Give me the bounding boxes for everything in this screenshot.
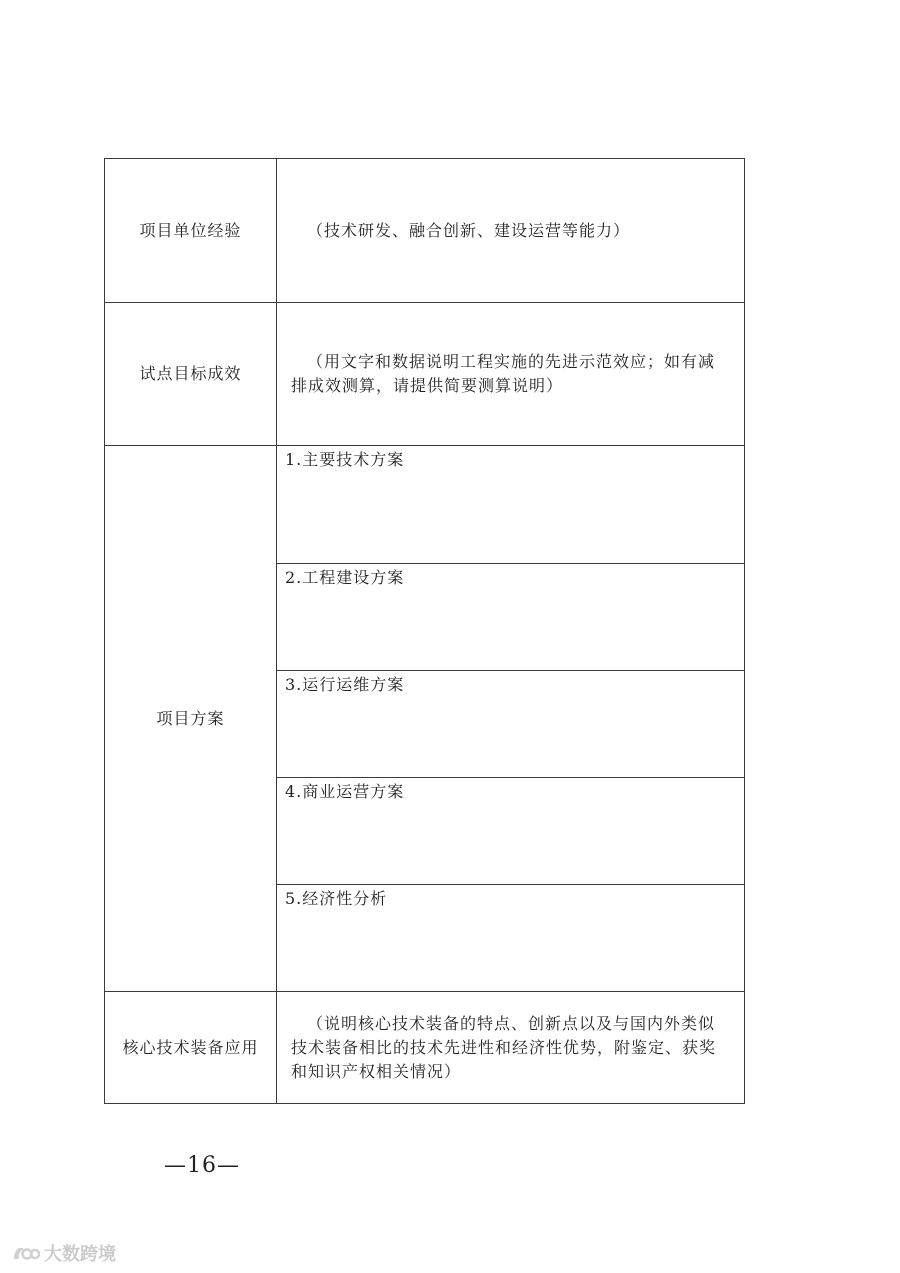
hint-text: （说明核心技术装备的特点、创新点以及与国内外类似技术装备相比的技术先进性和经济性优势，附鉴定、获奖和知识产权相关情况） — [291, 1013, 717, 1081]
application-form-table — [104, 158, 745, 1104]
row-label-unit-experience: 项目单位经验 — [105, 159, 277, 303]
row-content-pilot-goals — [277, 303, 745, 446]
plan-section-operation: 3.运行运维方案 — [277, 671, 745, 778]
plan-section-economic: 5.经济性分析 — [277, 885, 745, 992]
row-label-project-plan: 项目方案 — [105, 446, 277, 992]
row-label-pilot-goals: 试点目标成效 — [105, 303, 277, 446]
row-label-core-equipment: 核心技术装备应用 — [105, 992, 277, 1104]
plan-section-commercial: 4.商业运营方案 — [277, 778, 745, 885]
watermark-text: 大数跨境 — [44, 1244, 116, 1265]
hint-text: （用文字和数据说明工程实施的先进示范效应；如有减排成效测算，请提供简要测算说明） — [291, 352, 716, 395]
hint-text: （技术研发、融合创新、建设运营等能力） — [307, 220, 631, 240]
table-row — [105, 446, 745, 564]
row-content-core-equipment — [277, 992, 745, 1104]
table-row — [105, 159, 745, 303]
watermark-logo-icon — [10, 1243, 40, 1263]
page-number: —16— — [164, 1153, 240, 1178]
row-content-unit-experience — [277, 159, 745, 303]
plan-section-technical: 1.主要技术方案 — [277, 446, 745, 564]
watermark — [10, 1240, 116, 1266]
plan-section-construction: 2.工程建设方案 — [277, 564, 745, 671]
table-row — [105, 992, 745, 1104]
table-row — [105, 303, 745, 446]
